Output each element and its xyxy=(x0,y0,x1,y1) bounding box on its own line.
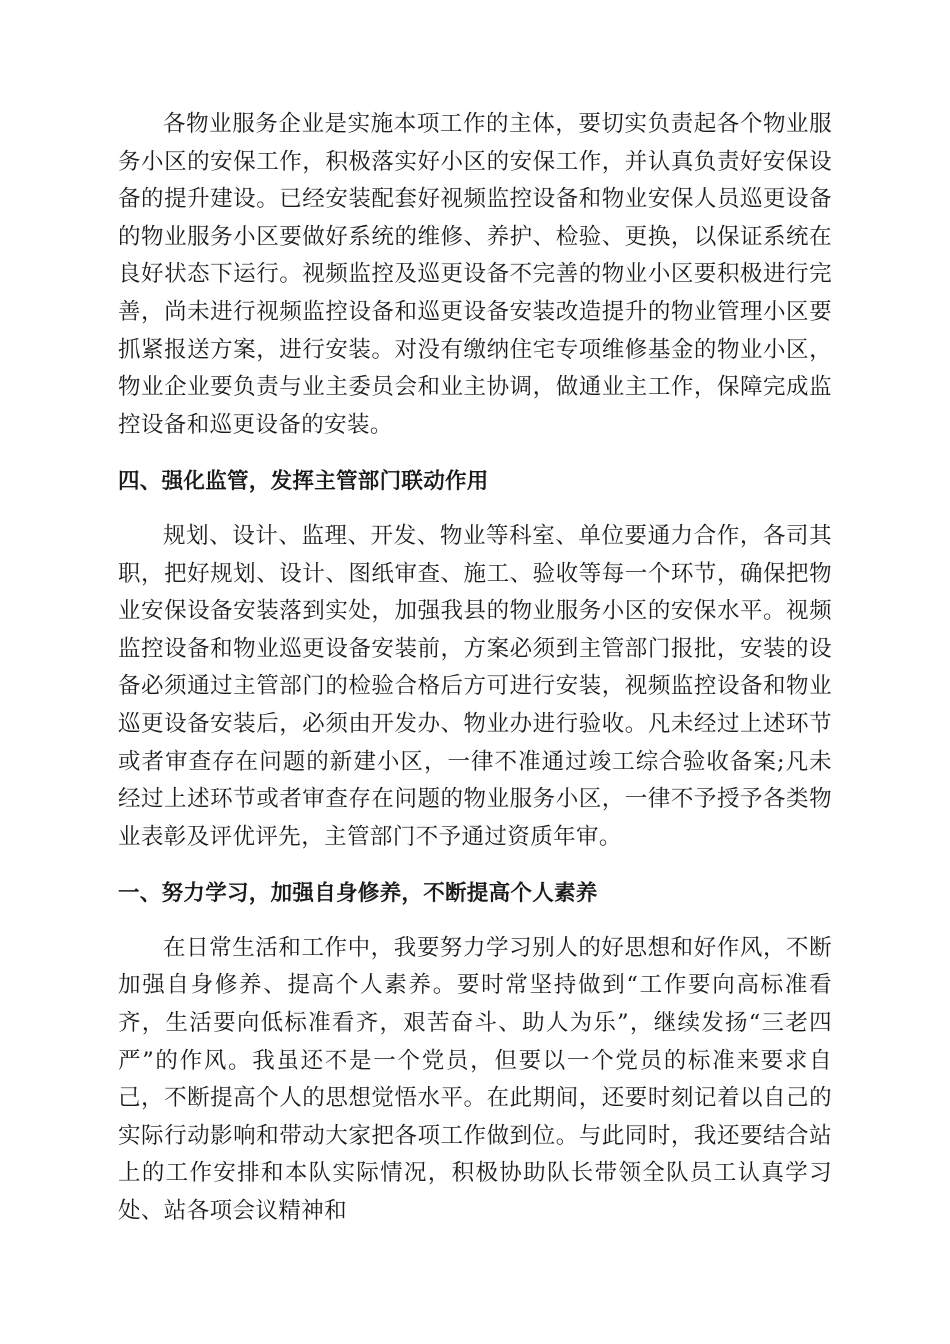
body-paragraph-3: 在日常生活和工作中，我要努力学习别人的好思想和好作风，不断加强自身修养、提高个人素养。要时常坚持做到“工作要向高标准看齐，生活要向低标准看齐，艰苦奋斗、助人为乐”，继续发扬“三老四严”的作风。我虽还不是一个党员，但要以一个党员的标准来要求自己，不断提高个人的思想觉悟水平。在此期间，还要时刻记着以自己的实际行动影响和带动大家把各项工作做到位。与此同时，我还要结合站上的工作安排和本队实际情况，积极协助队长带领全队员工认真学习处、站各项会议精神和 xyxy=(118,934,832,1225)
body-paragraph-2: 规划、设计、监理、开发、物业等科室、单位要通力合作，各司其职，把好规划、设计、图纸审查、施工、验收等每一个环节，确保把物业安保设备安装落到实处，加强我县的物业服务小区的安保水平。视频监控设备和物业巡更设备安装前，方案必须到主管部门报批，安装的设备必须通过主管部门的检验合格后方可进行安装，视频监控设备和物业巡更设备安装后，必须由开发办、物业办进行验收。凡未经过上述环节或者审查存在问题的新建小区，一律不准通过竣工综合验收备案;凡未经过上述环节或者审查存在问题的物业服务小区，一律不予授予各类物业表彰及评优评先，主管部门不予通过资质年审。 xyxy=(118,522,832,850)
body-paragraph-1: 各物业服务企业是实施本项工作的主体，要切实负责起各个物业服务小区的安保工作，积极落实好小区的安保工作，并认真负责好安保设备的提升建设。已经安装配套好视频监控设备和物业安保人员巡更设备的物业服务小区要做好系统的维修、养护、检验、更换，以保证系统在良好状态下运行。视频监控及巡更设备不完善的物业小区要积极进行完善，尚未进行视频监控设备和巡更设备安装改造提升的物业管理小区要抓紧报送方案，进行安装。对没有缴纳住宅专项维修基金的物业小区，物业企业要负责与业主委员会和业主协调，做通业主工作，保障完成监控设备和巡更设备的安装。 xyxy=(118,111,832,438)
section-heading-1: 一、努力学习，加强自身修养，不断提高个人素养 xyxy=(118,881,598,907)
section-heading-4: 四、强化监管，发挥主管部门联动作用 xyxy=(118,469,489,495)
